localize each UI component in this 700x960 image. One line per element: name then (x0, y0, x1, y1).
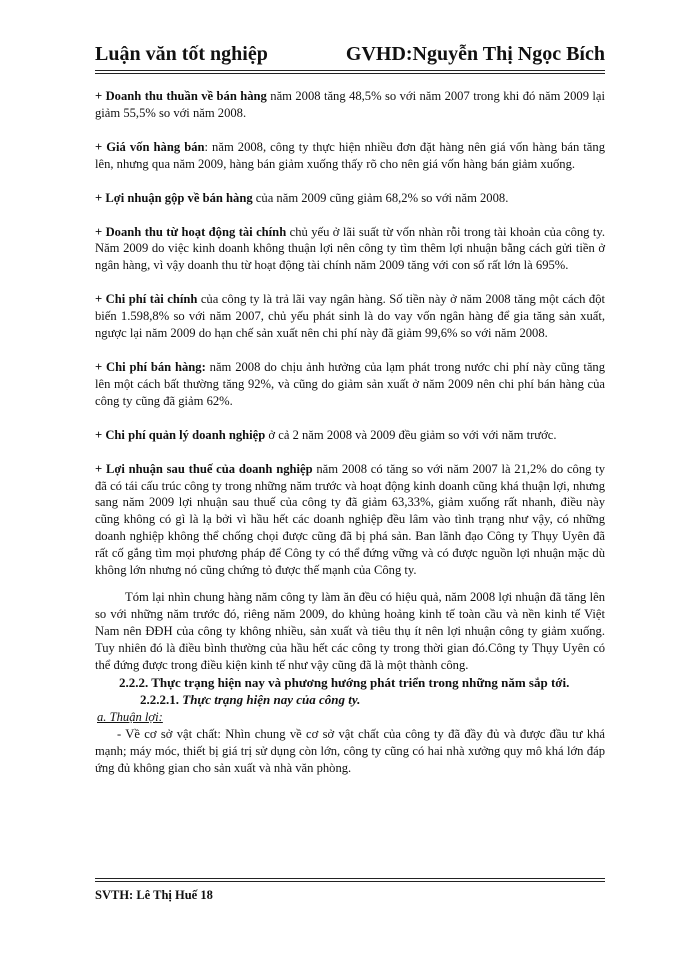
paragraph-label: + Lợi nhuận sau thuế của doanh nghiệp (95, 461, 313, 476)
paragraph-text: của công ty là trả lãi vay ngân hàng. Số tiền này ở năm 2008 tăng một cách đột biến 1.598,8% so với năm 2007, chủ yếu phát sinh là do vay vốn ngân hàng để gia tăng sản xuất, ngược lại năm 2009 do hạn chế sản xuất nên chi phí này đã giảm 99,6% so với năm 2008. (95, 292, 606, 341)
header-divider (95, 70, 605, 71)
paragraph-label: + Chi phí quản lý doanh nghiệp (95, 427, 266, 442)
paragraph-cost-of-goods (95, 139, 605, 173)
paragraph-financial-revenue (95, 224, 605, 275)
paragraph-label: + Lợi nhuận gộp về bán hàng (95, 190, 253, 205)
thesis-title: Luận văn tốt nghiệp (95, 43, 268, 65)
paragraph-text: chủ yếu ở lãi suất từ vốn nhàn rỗi trong tài khoản của công ty. Năm 2009 do việc kinh doanh không thuận lợi nên công ty tìm thêm lợi nhuận bằng cách gửi tiền ở ngân hàng, vì vậy doanh thu từ hoạt động tài chính năm 2009 tăng với con số rất lớn là 695%. (95, 224, 605, 273)
subsection-title: Thực trạng hiện nay của công ty. (182, 692, 361, 708)
paragraph-label: + Doanh thu từ hoạt động tài chính (95, 224, 287, 239)
paragraph-label: + Chi phí bán hàng: (95, 359, 206, 374)
paragraph-net-profit (95, 461, 605, 579)
page-footer: SVTH: Lê Thị Huế 18 (95, 888, 213, 902)
page-header (95, 38, 605, 68)
paragraph-text: của năm 2009 cũng giảm 68,2% so với năm 2008. (252, 190, 509, 205)
sub-heading-advantages: a. Thuận lợi: (97, 710, 163, 725)
document-body (95, 88, 605, 777)
paragraph-text: : năm 2008, công ty thực hiện nhiều đơn đặt hàng nên giá vốn hàng bán tăng lên, nhưng qua năm 2009, hàng bán giảm xuống thấy rõ cho nên giá vốn hàng bán giảm xuống. (95, 139, 605, 171)
paragraph-admin-expense (95, 427, 605, 444)
paragraph-summary: Tóm lại nhìn chung hàng năm công ty làm ăn đều có hiệu quả, năm 2008 lợi nhuận đã tăng lên so với những năm trước đó, riêng năm 2009, do khủng hoảng kinh tế toàn cầu và nền kinh tế Việt Nam nên ĐĐH của công ty không nhiều, sản xuất và tiêu thụ ít nên lợi nhuận công ty giảm xuống. Tuy nhiên đó là điều bình thường của hầu hết các công ty trong thời gian đó.Công ty Thụy Uyên có thể đứng được trong điều kiện kinh tế như vậy cũng đã là một thành công. (95, 589, 605, 672)
header-divider-thin (95, 73, 605, 74)
paragraph-text: năm 2008 có tăng so với năm 2007 là 21,2% do công ty đã có tái cấu trúc công ty trong những năm trước và hoạt động kinh doanh cũng khá thuận lợi, nhưng sang năm 2009 lợi nhuận sau thuế của công ty đã giảm 63,33%, giảm xuống rất nhanh, điều này cũng không có gì là lạ bởi vì hầu hết các doanh nghiệp đều lâm vào tình trạng như vậy, có những doanh nghiệp không thể chống chọi được cũng đã bị phá sản. Ban lãnh đạo Công ty Thụy Uyên đã rất cố gắng tìm mọi phương pháp để Công ty có thể đứng vững và có được nguồn lợi nhuận mặc dù không lớn nhưng nó cũng chứng tỏ được thế mạnh của Công ty. (95, 461, 605, 578)
subsection-number: 2.2.2.1. (140, 692, 179, 708)
paragraph-financial-expense (95, 291, 605, 342)
paragraph-selling-expense (95, 359, 605, 410)
paragraph-label: + Giá vốn hàng bán (95, 139, 205, 154)
footer-divider (95, 878, 605, 879)
paragraph-text: năm 2008 do chịu ảnh hưởng của lạm phát trong nước chi phí này cũng tăng lên một cách bất thường tăng 92%, và cũng do giảm sản xuất ở năm 2009 nên chi phí bán hàng của công ty cũng đã giảm 62%. (95, 359, 606, 408)
section-heading: 2.2.2. Thực trạng hiện nay và phương hướng phát triển trong những năm sắp tới. (119, 675, 570, 691)
subsection-heading (95, 692, 605, 709)
paragraph-label: + Chi phí tài chính (95, 292, 198, 307)
paragraph-text: năm 2008 tăng 48,5% so với năm 2007 trong khi đó năm 2009 lại giảm 55,5% so với năm 2008. (95, 89, 605, 120)
paragraph-label: + Doanh thu thuần về bán hàng (95, 89, 267, 103)
paragraph-net-revenue (95, 88, 605, 122)
paragraph-text: ở cả 2 năm 2008 và 2009 đều giảm so với với năm trước. (265, 427, 557, 442)
advisor-name: GVHD:Nguyễn Thị Ngọc Bích (345, 43, 605, 65)
bullet-facilities: - Về cơ sở vật chất: Nhìn chung về cơ sở vật chất của công ty đã đầy đủ và được đầu tư khá mạnh; máy móc, thiết bị giá trị sử dụng còn lớn, công ty cũng có hai nhà xưởng quy mô khá lớn đáp ứng đủ không gian cho sản xuất và nhà văn phòng. (95, 727, 605, 775)
paragraph-gross-profit (95, 190, 605, 207)
footer-divider-thin (95, 881, 605, 882)
